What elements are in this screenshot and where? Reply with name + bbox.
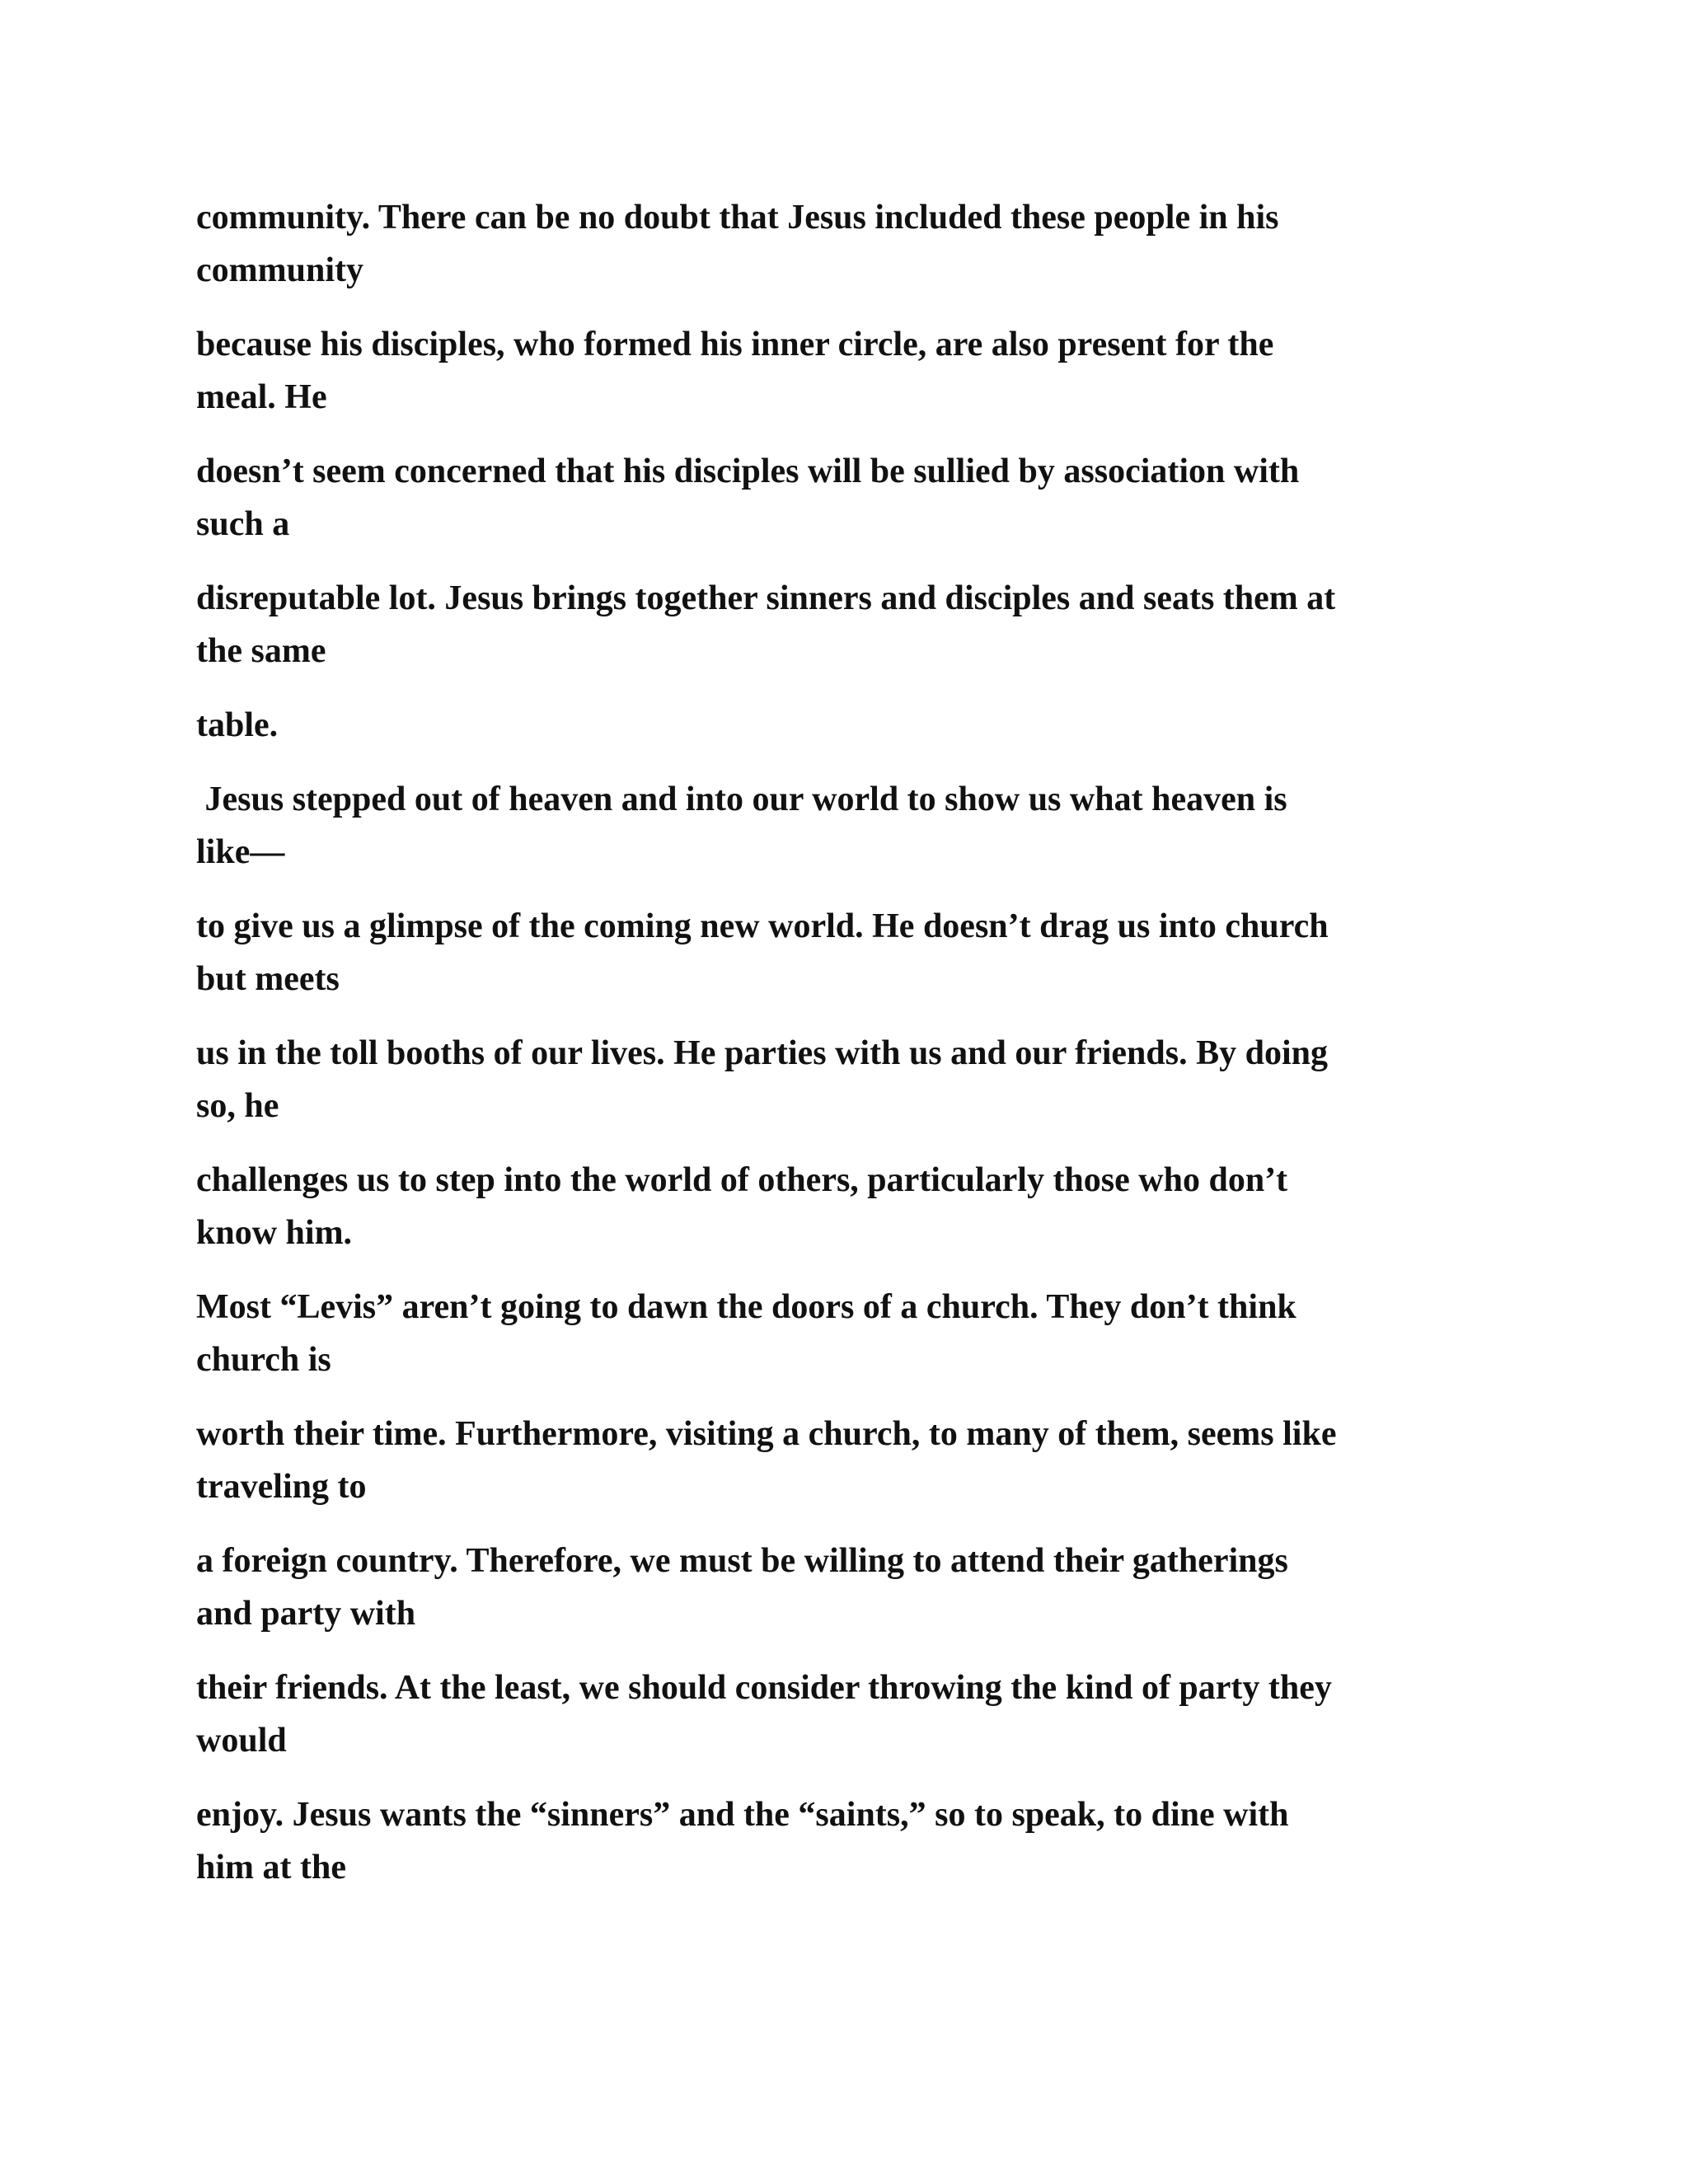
paragraph [196,1408,1482,1513]
text-line: a foreign country. Therefore, we must be willing to attend their gatherings [196,1542,1288,1580]
text-line: the same [196,632,326,670]
text-line: because his disciples, who formed his inner circle, are also present for the [196,326,1274,363]
text-line: but meets [196,960,340,998]
paragraph [196,191,1482,297]
text-line: their friends. At the least, we should consider throwing the kind of party they [196,1669,1332,1707]
text-line: enjoy. Jesus wants the “sinners” and the “saints,” so to speak, to dine with [196,1796,1289,1834]
paragraph [196,445,1482,551]
text-line: and party with [196,1595,416,1633]
text-line: us in the toll booths of our lives. He parties with us and our friends. By doing [196,1034,1328,1072]
text-line: meal. He [196,378,327,416]
paragraph [196,1154,1482,1259]
text-line: so, he [196,1087,279,1125]
text-line: such a [196,505,290,543]
paragraph [196,900,1482,1005]
paragraph [196,1281,1482,1386]
text-line: challenges us to step into the world of others, particularly those who don’t [196,1161,1288,1199]
text-line: to give us a glimpse of the coming new world. He doesn’t drag us into church [196,907,1329,945]
paragraph [196,318,1482,424]
text-line: church is [196,1341,331,1379]
text-line: Most “Levis” aren’t going to dawn the doors of a church. They don’t think [196,1288,1296,1326]
text-line: him at the [196,1849,346,1886]
text-line: worth their time. Furthermore, visiting a church, to many of them, seems like [196,1415,1337,1453]
paragraph [196,699,1482,752]
paragraph [196,1788,1482,1894]
text-line: would [196,1722,287,1760]
text-line: Jesus stepped out of heaven and into our world to show us what heaven is [196,780,1287,818]
text-line: know him. [196,1214,353,1252]
text-line: like— [196,833,285,871]
body-text [196,191,1482,1915]
text-line: community. There can be no doubt that Jesus included these people in his [196,199,1279,237]
text-line: disreputable lot. Jesus brings together sinners and disciples and seats them at [196,579,1336,617]
paragraph [196,1661,1482,1767]
text-line: traveling to [196,1468,367,1506]
paragraph [196,572,1482,677]
paragraph [196,1535,1482,1640]
text-line: community [196,251,363,289]
text-line: doesn’t seem concerned that his disciples will be sullied by association with [196,452,1300,490]
paragraph [196,773,1482,879]
text-line: table. [196,706,279,744]
paragraph [196,1027,1482,1132]
